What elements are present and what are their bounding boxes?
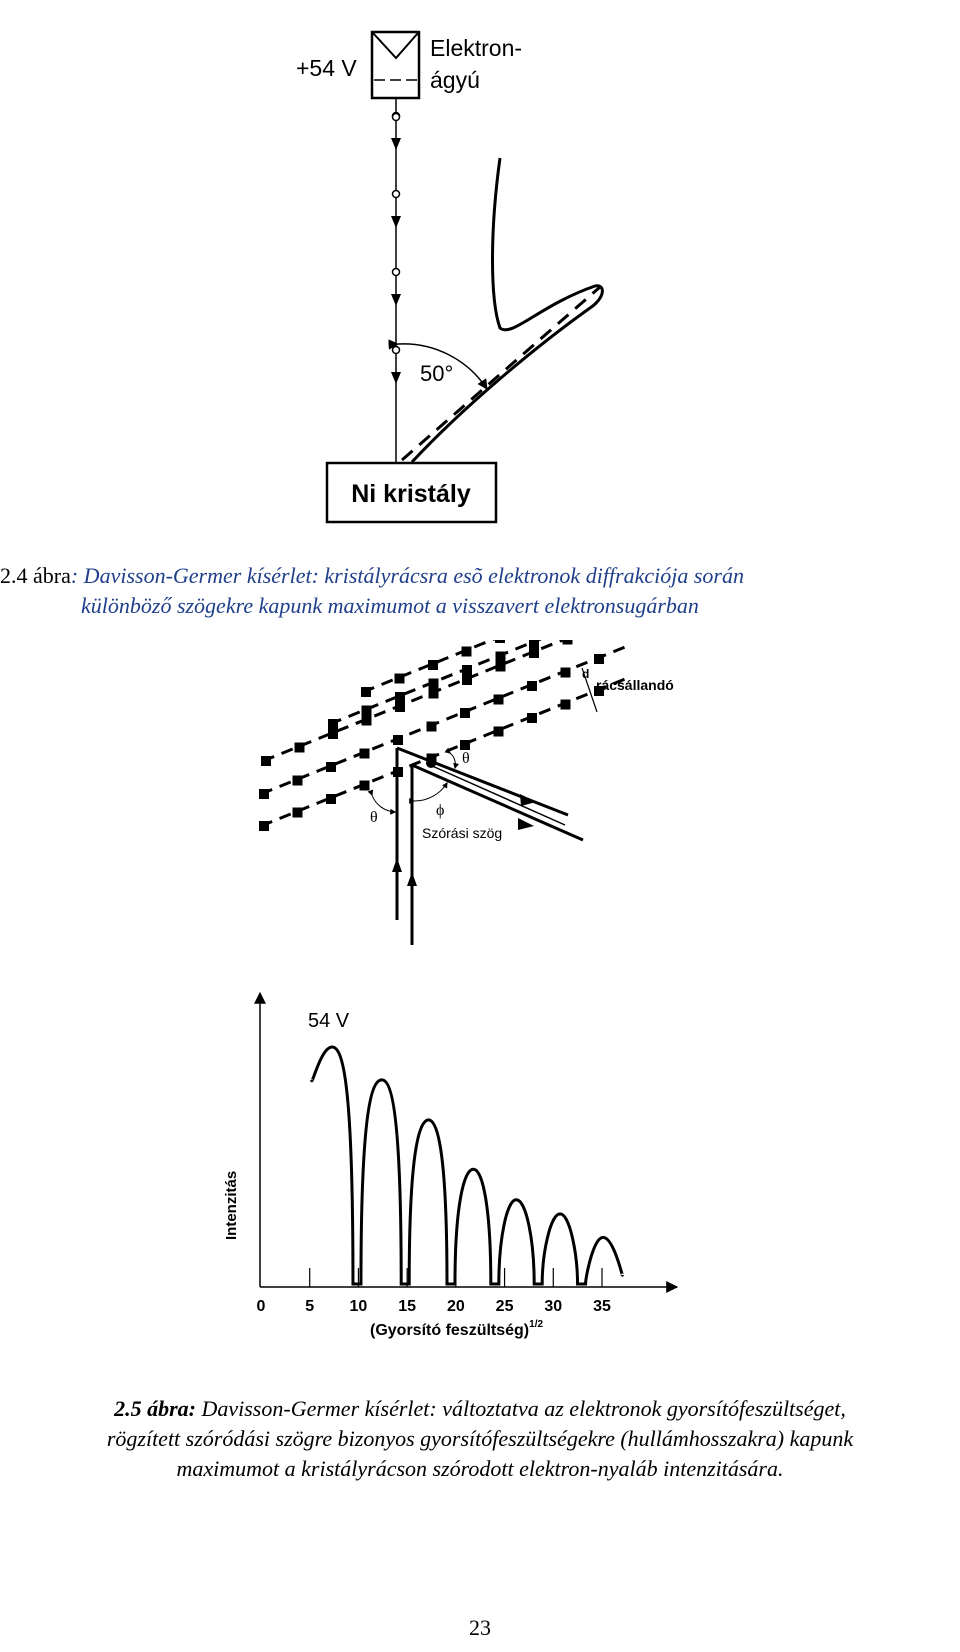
beam-electron-marker [393, 191, 400, 198]
theta-label-top: θ [462, 750, 470, 767]
x-tick-label: 30 [544, 1298, 563, 1315]
figure-2-4-caption-text: : Davisson-Germer kísérlet: kristályrácsra esõ elektronok diffrakciója során [70, 563, 744, 588]
lattice-atom [529, 640, 539, 648]
lattice-atom [428, 660, 438, 670]
lattice-atom [362, 716, 372, 726]
beam-arrow [391, 138, 401, 150]
beam-electron-marker [393, 269, 400, 276]
figure-2-5-number: 2.5 ábra: [114, 1396, 196, 1421]
lattice-atom [360, 781, 370, 791]
lattice-atom [563, 640, 573, 645]
y-axis-label: Intenzitás [223, 1170, 240, 1240]
x-axis-label-superscript: 1/2 [529, 1319, 544, 1330]
lattice-atom [293, 776, 303, 786]
lattice-atom [429, 689, 439, 699]
lattice-atom [362, 706, 372, 716]
lattice-atom [328, 719, 338, 729]
figure-2-5-caption-line3: maximumot a kristályrácson szórodott elektron-nyaláb intenzitására. [176, 1456, 784, 1481]
angle-label: 50° [420, 361, 454, 386]
lattice-row [261, 677, 630, 826]
lattice-atom [494, 727, 504, 737]
lattice-atom [395, 702, 405, 712]
figure-2-4-caption-line2: különböző szögekre kapunk maximumot a visszavert elektronsugárban [81, 593, 699, 618]
lattice-atom [462, 647, 472, 657]
x-ticks [257, 1268, 611, 1315]
lattice-atom [496, 652, 506, 662]
lattice-atom [494, 695, 504, 705]
lattice-atom [594, 654, 604, 664]
scatter-angle-label: Szórási szög [422, 825, 503, 841]
theta-label-left: θ [370, 809, 378, 826]
beam-electron-marker [393, 114, 400, 121]
crystal-label: Ni kristály [351, 480, 471, 508]
lattice-atom [326, 762, 336, 772]
lattice-atom [295, 743, 305, 753]
lattice-atom [261, 756, 271, 766]
lattice-atom [328, 729, 338, 739]
x-tick-label: 5 [305, 1298, 315, 1315]
phi-arc [414, 783, 447, 801]
lattice-atom [496, 662, 506, 672]
figure-crystal-lattice-scattering [0, 640, 960, 960]
x-axis-label-main: (Gyorsító feszültség) [370, 1322, 530, 1339]
x-tick-label: 35 [593, 1298, 611, 1315]
lattice-atom [326, 794, 336, 804]
lattice-atom [495, 640, 505, 643]
x-tick-label: 0 [256, 1298, 266, 1315]
gun-label-line2: ágyú [430, 67, 480, 93]
lattice-atom [259, 821, 269, 831]
beam-arrow [391, 216, 401, 228]
figure-davisson-germer-setup [0, 0, 960, 560]
lattice-atom [259, 789, 269, 799]
lattice-rows [259, 640, 699, 831]
lattice-atom [561, 668, 571, 678]
lattice-atom [395, 692, 405, 702]
lattice-atom [361, 687, 371, 697]
lattice-atom [393, 735, 403, 745]
gun-label-line1: Elektron- [430, 35, 523, 61]
lattice-atom [293, 808, 303, 818]
x-axis-label [370, 1319, 543, 1339]
lattice-atom [360, 749, 370, 759]
lattice-atom [529, 648, 539, 658]
figure-2-5-caption-line1 [0, 1395, 960, 1422]
figure-intensity-chart [0, 980, 960, 1360]
intensity-lobe [412, 158, 602, 462]
theta-arc-top [450, 753, 455, 768]
figure-2-4-caption-line1 [0, 562, 744, 589]
lattice-atom [395, 674, 405, 684]
incident-rays [392, 748, 417, 945]
lattice-atom [527, 713, 537, 723]
x-tick-label: 15 [398, 1298, 417, 1315]
x-tick-label: 20 [446, 1298, 465, 1315]
electron-gun [372, 32, 419, 98]
figure-2-5-caption-text: Davisson-Germer kísérlet: változtatva az elektronok gyorsítófeszültséget, [195, 1396, 846, 1421]
x-tick-label: 25 [495, 1298, 514, 1315]
lattice-atom [462, 665, 472, 675]
chart-annotation: 54 V [308, 1010, 350, 1032]
beam-arrow [391, 294, 401, 306]
beam-arrow [391, 372, 401, 384]
lattice-atom [527, 681, 537, 691]
intensity-curve [312, 1047, 623, 1284]
d-label: d [582, 667, 590, 681]
figure-2-5-caption-line2: rögzített szóródási szögre bizonyos gyorsítófeszültségekre (hullámhosszakra) kapunk [106, 1426, 854, 1451]
beam-electron-marker [393, 347, 400, 354]
voltage-label: +54 V [296, 55, 357, 81]
lattice-atom [427, 722, 437, 732]
lattice-atom [429, 679, 439, 689]
lattice-atom [462, 675, 472, 685]
figure-2-4-number: 2.4 ábra [0, 563, 71, 588]
incident-electron-beam [391, 98, 401, 462]
lattice-label: rácsállandó [596, 677, 674, 693]
lattice-atom [460, 740, 470, 750]
x-tick-label: 10 [349, 1298, 368, 1315]
lattice-atom [460, 708, 470, 718]
lattice-atom [561, 700, 571, 710]
page-number: 23 [469, 1615, 491, 1640]
phi-label: ϕ [436, 802, 445, 819]
